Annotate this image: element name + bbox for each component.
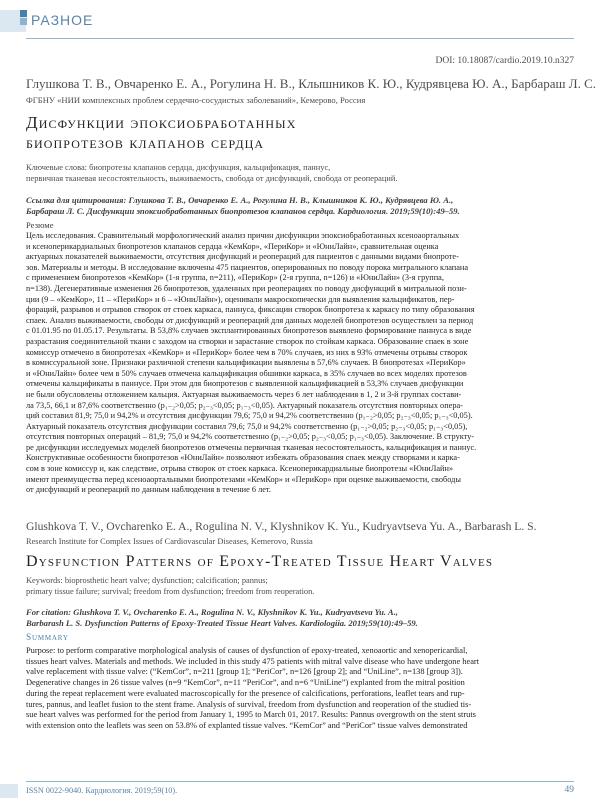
ru-keywords — [26, 163, 574, 184]
ru-title-line-1: Дисфункции эпоксиобработанных — [26, 113, 297, 132]
top-band — [0, 0, 600, 44]
summary-line: with extension onto the leaflets was seen on 53.8% of explanted tissue valves. “KemCor” and “PeriCor” tissue valves demonstrated — [26, 720, 468, 730]
en-keywords-line-1: Keywords: bioprosthetic heart valve; dysfunction; calcification; pannus; — [26, 576, 268, 585]
footer-issn: ISSN 0022-9040. Кардиология. 2019;59(10). — [26, 786, 178, 795]
summary-line: Degenerative changes in 26 tissue valves (n=9 “KemCor”, n=11 “PeriCor”, and n=6 “UniLine”) explanted from the mitral position — [26, 678, 465, 688]
en-citation-line-2: Barbarash L. S. Dysfunction Patterns of Epoxy-Treated Tissue Heart Valves. Kardiologiia. 2019;59(10):49–59. — [26, 618, 418, 628]
en-title: Dysfunction Patterns of Epoxy-Treated Tissue Heart Valves — [26, 553, 494, 570]
abstract-line: с 01.01.95 по 01.05.17. Результаты. В 53,8% случаев эксплантированных биопротезов выявлено формирование паннуса в виде — [26, 326, 472, 336]
abstract-line: комиссур отмечено в биопротезах «КемКор» и «ПериКор» более чем в 70% случаев, из них в 93% отмечены отрывы створок — [26, 347, 468, 357]
abstract-line: сом в зоне комиссур и, как следствие, отрыва створок от стоек каркаса. Ксеноперикардиальные биопротезы «ЮниЛайн» — [26, 464, 454, 474]
en-authors: Glushkova T. V., Ovcharenko E. A., Rogulina N. V., Klyshnikov K. Yu., Kudryavtseva Yu. A., Barbarash L. S. — [26, 520, 537, 533]
abstract-line: спаек. Анализ выживаемости, свободы от дисфункций и реопераций для данных моделей биопротезов осуществлен за период — [26, 315, 474, 325]
summary-line: during the repeat replacement were evaluated macroscopically for the presence of calcifications, perforations, leaflet tears and rup- — [26, 688, 465, 698]
journal-logo-icon — [20, 10, 28, 30]
top-rule — [26, 38, 574, 39]
abstract-line: ре дисфункции исследуемых моделей биопротезов отмечены первичная тканевая несостоятельность, кальцификация и паннус. — [26, 442, 477, 452]
abstract-line: зов. Материалы и методы. В исследование включены 475 пациентов, оперированных по поводу порока митрального клапана — [26, 262, 469, 272]
abstract-line: n=138). Дегенеративные изменения 26 биопротезов, удаленных при реоперациях по поводу дисфункций в митральной пози- — [26, 283, 467, 293]
ru-title — [26, 113, 574, 153]
bottom-rule — [26, 781, 574, 782]
summary-line: valve replacement with tissue valve: (“KemCor”, n=211 [group 1]; “PeriCor”, n=126 [group 2]; and “UniLine”, n=138 [group 3]). — [26, 667, 463, 677]
ru-citation-line-1: Ссылка для цитирования: Глушкова Т. В., Овчаренко Е. А., Рогулина Н. В., Клышников К. Ю., Кудрявцева Ю. А., — [26, 195, 454, 205]
en-citation-line-1: For citation: Glushkova T. V., Ovcharenko E. A., Rogulina N. V., Klyshnikov K. Yu., Kudryavtseva Yu. A., — [26, 607, 398, 617]
abstract-line: отсутствия повторных операций – 81,9; 75,0 и 94,2% соответственно (p₁₋₂>0,05; p₂₋₃<0,05; p₁₋₃<0,05). Заключение. В структу- — [26, 432, 475, 442]
summary-line: tures, pannus, and leaflet fusion to the stent frame. Analysis of survival, freedom from dysfunction and reoperation of the studied tis- — [26, 699, 472, 709]
abstract-line: разрастания соединительной ткани с заходом на створки и зарастание створок по стойкам каркаса. Образование спаек в зоне — [26, 336, 469, 346]
abstract-line: имеют преимущества перед ксеноаортальными биопротезами «КемКор» и «ПериКор» при оценке выживаемости, свободы — [26, 474, 461, 484]
ru-keywords-line-1: Ключевые слова: биопротезы клапанов сердца, дисфункция, кальцификация, паннус, — [26, 163, 331, 172]
en-summary-label: Summary — [26, 633, 69, 643]
en-citation — [26, 607, 574, 629]
abstract-line: фораций, разрывов и отрывов створок от стоек каркаса, паннуса, фиксации створок биопротеза к каркасу по типу образования — [26, 305, 475, 315]
ru-affiliation: ФГБНУ «НИИ комплексных проблем сердечно-сосудистых заболеваний», Кемерово, Россия — [26, 95, 366, 105]
ru-abstract-label: Резюме — [26, 220, 54, 230]
abstract-line: с применением биопротезов «КемКор» (1‑я группа, n=211), «ПериКор» (2‑я группа, n=126) и «ЮниЛайн» (3‑я группа, — [26, 273, 444, 283]
en-summary — [26, 646, 574, 732]
abstract-line: в комиссуральной зоне. Признаки различной степени кальцификации выявлены в 57,6% случаев. В биопротезах «ПериКор» — [26, 358, 466, 368]
abstract-line: Конструктивные особенности биопротезов «ЮниЛайн» позволяют избежать образования спаек между створками и карка- — [26, 453, 460, 463]
abstract-line: Цель исследования. Сравнительный морфологический анализ причин дисфункции эпоксиобработанных ксеноаортальных — [26, 231, 460, 240]
en-keywords — [26, 576, 574, 597]
abstract-line: ла 73,5, 66,1 и 87,6% соответственно (p₁₋₂>0,05; p₂₋₃<0,05; p₁₋₃<0,05). Актуарный показатель отсутствия повторных опера- — [26, 400, 463, 410]
en-keywords-line-2: primary tissue failure; survival; freedom from dysfunction; freedom from reoperation. — [26, 586, 315, 596]
abstract-line: и ксеноперикардиальных биопротезов клапанов сердца «КемКор», «ПериКор» и «ЮниЛайн», сравнительная оценка — [26, 241, 439, 251]
ru-citation-line-2: Барбараш Л. С. Дисфункции эпоксиобработанных биопротезов клапанов сердца. Кардиология. 2019;59(10):49–59. — [26, 206, 460, 216]
bottom-band — [0, 784, 18, 798]
abstract-line: Актуарный показатель отсутствия дисфункции составил 79,6; 75,0 и 94,2% соответственно (p₁₋₂>0,05; p₂₋₃<0,05; p₁₋₃<0,05), — [26, 421, 468, 431]
abstract-line: и «ЮниЛайн» более чем в 50% случаев отмечена кальцификация обшивки каркаса, в 35% случаев во всех моделях протезов — [26, 368, 467, 378]
abstract-line: ции (9 – «КемКор», 11 – «ПериКор» и 6 – «ЮниЛайн»), оценивали макроскопически для выявления кальцификатов, пер- — [26, 294, 455, 304]
abstract-line: от дисфункций и реопераций по данным наблюдения в течение 6 лет. — [26, 485, 271, 495]
ru-authors: Глушкова Т. В., Овчаренко Е. А., Рогулина Н. В., Клышников К. Ю., Кудрявцева Ю. А., Барбараш Л. С. — [26, 76, 597, 91]
summary-line: tissues heart valves. Materials and methods. We included in this study 475 patients with mitral valve disease who have undergone heart — [26, 656, 480, 666]
en-affiliation: Research Institute for Complex Issues of Cardiovascular Diseases, Kemerovo, Russia — [26, 537, 313, 546]
abstract-line: отмечены кальцификаты в паннусе. При этом для биопротезов с выявленной кальцификацией в 53,3% случаев дисфункции — [26, 379, 464, 389]
abstract-line: не были обусловлены отложением кальция. Актуарная выживаемость через 6 лет наблюдения в 1, 2 и 3‑й группах состави- — [26, 389, 462, 399]
ru-abstract — [26, 231, 574, 496]
section-label: РАЗНОЕ — [31, 12, 94, 28]
page-number: 49 — [564, 785, 574, 795]
summary-line: Purpose: to perform comparative morphological analysis of causes of dysfunction of epoxy-treated, xenoaortic and xenopericardial, — [26, 646, 468, 655]
abstract-line: ций составил 81,9; 75,0 и 94,2% и отсутствия дисфункции 79,6; 75,0 и 94,2% соответственно (p₁₋₂>0,05; p₂₋₃<0,05; p₁₋₃<0,05). — [26, 411, 473, 421]
ru-title-line-2: биопротезов клапанов сердца — [26, 133, 265, 152]
ru-keywords-line-2: первичная тканевая несостоятельность, выживаемость, свобода от дисфункций, свобода от реопераций. — [26, 173, 398, 183]
summary-line: sue heart valves was performed for the period from January 1, 1995 to March 01, 2017. Results: Pannus overgrowth on the stent struts — [26, 710, 476, 720]
abstract-line: актуарных показателей выживаемости, отсутствия дисфункций и реопераций для пациентов с данными видами биопроте- — [26, 252, 459, 262]
doi[interactable]: DOI: 10.18087/cardio.2019.10.n327 — [435, 56, 574, 66]
ru-citation — [26, 195, 574, 217]
